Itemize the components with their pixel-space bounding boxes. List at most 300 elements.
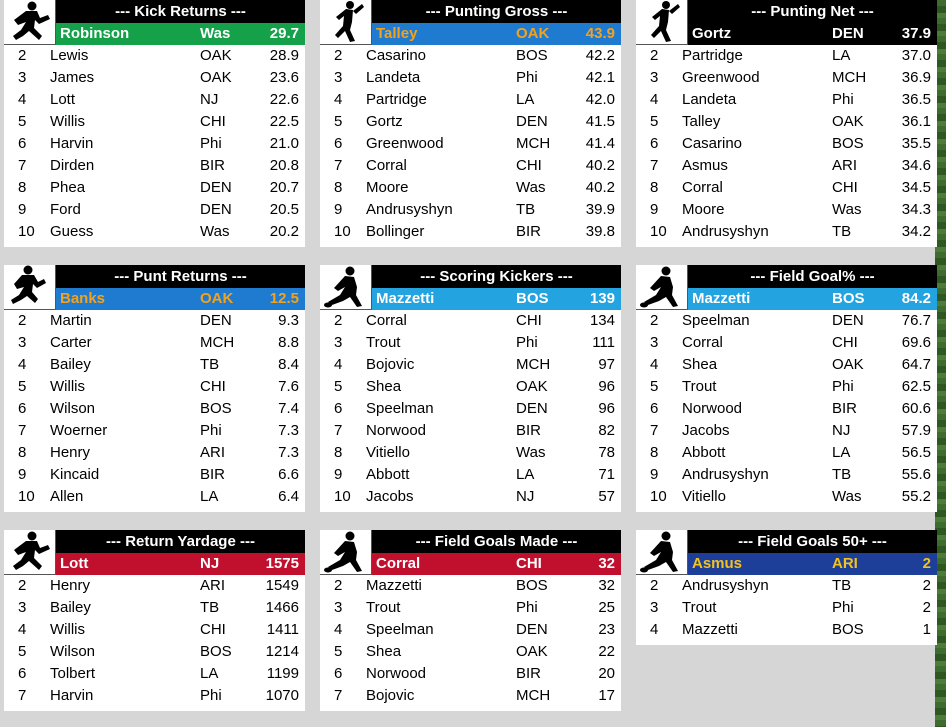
leader-list-row <box>4 464 305 486</box>
leader-row <box>56 553 305 575</box>
row-rank: 2 <box>18 577 27 594</box>
leader-list-row <box>636 67 937 89</box>
row-rank: 3 <box>334 69 343 86</box>
row-rank: 3 <box>334 334 343 351</box>
row-rank: 4 <box>18 621 27 638</box>
row-value: 8.8 <box>278 334 299 351</box>
row-rank: 7 <box>334 687 343 704</box>
kick-returner-silhouette-icon <box>4 530 56 575</box>
row-value: 32 <box>598 577 615 594</box>
row-rank: 3 <box>18 69 27 86</box>
leaderboard-panel <box>636 0 937 247</box>
row-player-name: Dirden <box>50 157 95 174</box>
row-value: 7.3 <box>278 422 299 439</box>
kicker-silhouette-icon <box>320 530 372 575</box>
leader-list-row <box>320 310 621 332</box>
row-team: NJ <box>516 488 535 505</box>
row-value: 64.7 <box>901 356 931 373</box>
row-value: 7.4 <box>278 400 299 417</box>
leader-team: DEN <box>832 25 864 42</box>
row-value: 7.6 <box>278 378 299 395</box>
row-rank: 4 <box>18 91 27 108</box>
row-team: ARI <box>200 577 226 594</box>
row-rank: 2 <box>334 312 343 329</box>
row-value: 34.2 <box>901 223 931 240</box>
row-player-name: Asmus <box>682 157 728 174</box>
row-rank: 4 <box>650 356 659 373</box>
row-rank: 7 <box>18 687 27 704</box>
row-player-name: Moore <box>682 201 725 218</box>
row-rank: 6 <box>18 400 27 417</box>
row-player-name: Vitiello <box>366 444 410 461</box>
row-team: BIR <box>516 665 542 682</box>
row-player-name: Speelman <box>366 621 434 638</box>
row-team: BIR <box>516 223 542 240</box>
row-value: 6.6 <box>278 466 299 483</box>
row-value: 2 <box>922 577 931 594</box>
row-player-name: Wilson <box>50 643 96 660</box>
leader-team: BOS <box>832 290 865 307</box>
row-rank: 6 <box>650 400 659 417</box>
row-value: 42.2 <box>585 47 615 64</box>
row-rank: 2 <box>334 47 343 64</box>
row-team: OAK <box>832 113 864 130</box>
row-team: BOS <box>516 47 548 64</box>
row-team: CHI <box>832 334 858 351</box>
panel-title: --- Field Goal% --- <box>688 265 937 288</box>
row-team: BOS <box>832 621 864 638</box>
row-player-name: Harvin <box>50 687 94 704</box>
leaderboard-panel <box>320 0 621 247</box>
leader-list-row <box>636 199 937 221</box>
row-rank: 10 <box>18 488 35 505</box>
leader-team: OAK <box>200 290 234 307</box>
panel-title: --- Field Goals 50+ --- <box>688 530 937 553</box>
leader-list-row <box>4 45 305 67</box>
row-player-name: Henry <box>50 444 91 461</box>
row-value: 60.6 <box>901 400 931 417</box>
row-team: ARI <box>832 157 858 174</box>
leader-list-row <box>4 376 305 398</box>
row-value: 6.4 <box>278 488 299 505</box>
row-value: 8.4 <box>278 356 299 373</box>
row-team: Was <box>832 201 862 218</box>
row-player-name: Moore <box>366 179 409 196</box>
row-value: 55.2 <box>901 488 931 505</box>
row-team: OAK <box>516 643 548 660</box>
row-team: MCH <box>516 687 551 704</box>
leader-list-row <box>636 221 937 243</box>
row-player-name: Corral <box>682 334 723 351</box>
row-value: 39.9 <box>585 201 615 218</box>
row-player-name: Trout <box>682 378 717 395</box>
leader-list-row <box>4 67 305 89</box>
row-player-name: Andrusyshyn <box>682 466 769 483</box>
row-value: 1199 <box>266 665 299 682</box>
leader-value: 37.9 <box>901 25 931 42</box>
row-value: 22.6 <box>269 91 299 108</box>
row-value: 1 <box>922 621 931 638</box>
leader-list-row <box>636 597 937 619</box>
leader-list-row <box>636 420 937 442</box>
punt-returner-silhouette-icon <box>4 265 56 310</box>
row-player-name: Norwood <box>366 665 427 682</box>
row-player-name: Harvin <box>50 135 94 152</box>
row-rank: 3 <box>650 599 659 616</box>
row-value: 97 <box>598 356 615 373</box>
row-rank: 10 <box>650 488 667 505</box>
row-team: BOS <box>832 135 864 152</box>
leader-list-row <box>4 442 305 464</box>
row-team: MCH <box>516 135 551 152</box>
leader-list-row <box>320 221 621 243</box>
row-value: 111 <box>592 334 615 351</box>
row-rank: 6 <box>334 135 343 152</box>
row-player-name: Gortz <box>366 113 403 130</box>
row-value: 2 <box>922 599 931 616</box>
row-player-name: Partridge <box>366 91 427 108</box>
leader-row <box>372 23 621 45</box>
row-player-name: Willis <box>50 113 85 130</box>
row-rank: 10 <box>334 223 351 240</box>
row-team: Phi <box>516 599 538 616</box>
leader-row <box>372 288 621 310</box>
row-player-name: Casarino <box>366 47 427 64</box>
panel-title: --- Kick Returns --- <box>56 0 305 23</box>
row-player-name: Casarino <box>682 135 743 152</box>
row-team: BIR <box>832 400 858 417</box>
row-value: 96 <box>598 400 615 417</box>
leader-value: 139 <box>589 290 615 307</box>
row-team: TB <box>200 356 220 373</box>
leader-list-row <box>320 641 621 663</box>
row-rank: 3 <box>334 599 343 616</box>
row-team: BOS <box>516 577 548 594</box>
leader-team: ARI <box>832 555 858 572</box>
row-player-name: Woerner <box>50 422 108 439</box>
row-player-name: Allen <box>50 488 84 505</box>
leader-list-row <box>320 442 621 464</box>
leader-list-row <box>320 199 621 221</box>
row-player-name: Bailey <box>50 599 91 616</box>
row-player-name: Bojovic <box>366 687 415 704</box>
row-value: 76.7 <box>901 312 931 329</box>
row-player-name: Corral <box>682 179 723 196</box>
row-value: 22 <box>598 643 615 660</box>
leader-list-row <box>320 376 621 398</box>
row-team: Phi <box>200 135 222 152</box>
leader-name: Banks <box>60 290 106 307</box>
row-value: 57.9 <box>901 422 931 439</box>
row-player-name: Landeta <box>682 91 737 108</box>
leader-list-row <box>636 619 937 641</box>
row-player-name: Guess <box>50 223 94 240</box>
panel-title: --- Scoring Kickers --- <box>372 265 621 288</box>
row-rank: 10 <box>18 223 35 240</box>
row-team: CHI <box>200 378 226 395</box>
leader-list-row <box>4 155 305 177</box>
leader-row <box>372 553 621 575</box>
row-player-name: Partridge <box>682 47 743 64</box>
row-value: 35.5 <box>901 135 931 152</box>
row-rank: 8 <box>334 179 343 196</box>
leader-list-row <box>320 464 621 486</box>
row-value: 1411 <box>266 621 299 638</box>
row-player-name: Bailey <box>50 356 91 373</box>
leader-list-row <box>4 89 305 111</box>
row-team: Phi <box>832 599 854 616</box>
leader-list-row <box>4 111 305 133</box>
row-team: CHI <box>200 621 226 638</box>
row-value: 34.3 <box>901 201 931 218</box>
row-team: DEN <box>516 400 548 417</box>
row-player-name: Shea <box>682 356 718 373</box>
leader-list-row <box>636 111 937 133</box>
leader-team: Was <box>200 25 231 42</box>
row-rank: 6 <box>334 665 343 682</box>
row-player-name: Landeta <box>366 69 421 86</box>
row-team: OAK <box>200 47 232 64</box>
leader-list-row <box>4 310 305 332</box>
row-team: LA <box>516 466 535 483</box>
leader-row <box>56 23 305 45</box>
row-rank: 8 <box>18 179 27 196</box>
row-value: 1549 <box>265 577 299 594</box>
leader-list-row <box>636 133 937 155</box>
row-value: 1070 <box>265 687 299 704</box>
row-player-name: Jacobs <box>366 488 414 505</box>
row-value: 22.5 <box>269 113 299 130</box>
row-team: DEN <box>832 312 864 329</box>
row-player-name: Greenwood <box>366 135 444 152</box>
row-player-name: Norwood <box>682 400 743 417</box>
leader-list-row <box>636 486 937 508</box>
row-rank: 5 <box>18 378 27 395</box>
row-value: 41.5 <box>585 113 615 130</box>
row-rank: 3 <box>18 599 27 616</box>
row-rank: 2 <box>650 577 659 594</box>
leader-list-row <box>636 376 937 398</box>
leader-list-row <box>320 67 621 89</box>
row-rank: 2 <box>650 312 659 329</box>
leader-list-row <box>320 332 621 354</box>
row-rank: 6 <box>334 400 343 417</box>
panel-title: --- Punting Net --- <box>688 0 937 23</box>
row-rank: 8 <box>650 444 659 461</box>
row-rank: 4 <box>334 91 343 108</box>
row-team: BOS <box>200 643 232 660</box>
leader-list-row <box>636 575 937 597</box>
row-player-name: Jacobs <box>682 422 730 439</box>
row-player-name: Andrusyshyn <box>682 223 769 240</box>
row-team: CHI <box>516 312 542 329</box>
leader-list-row <box>320 685 621 707</box>
leader-name: Mazzetti <box>692 290 751 307</box>
leader-list-row <box>636 464 937 486</box>
row-rank: 2 <box>650 47 659 64</box>
row-player-name: Corral <box>366 312 407 329</box>
row-team: Phi <box>832 91 854 108</box>
row-team: LA <box>200 665 219 682</box>
leader-list-row <box>636 45 937 67</box>
leader-list-row <box>320 133 621 155</box>
leaderboard-panel <box>4 530 305 711</box>
row-rank: 7 <box>334 157 343 174</box>
leader-list-row <box>636 155 937 177</box>
leader-list-row <box>320 155 621 177</box>
row-team: MCH <box>200 334 235 351</box>
row-rank: 7 <box>18 157 27 174</box>
row-team: NJ <box>832 422 851 439</box>
leaderboard-panel <box>320 530 621 711</box>
leader-list-row <box>320 575 621 597</box>
leader-list-row <box>636 442 937 464</box>
row-team: CHI <box>516 157 542 174</box>
row-team: LA <box>516 91 535 108</box>
row-value: 71 <box>598 466 615 483</box>
row-team: LA <box>832 444 851 461</box>
panel-title: --- Punt Returns --- <box>56 265 305 288</box>
leader-team: CHI <box>516 555 542 572</box>
row-player-name: Shea <box>366 378 402 395</box>
row-rank: 9 <box>650 201 659 218</box>
row-value: 42.1 <box>585 69 615 86</box>
row-value: 20.7 <box>269 179 299 196</box>
row-team: DEN <box>200 179 232 196</box>
leader-list-row <box>320 486 621 508</box>
row-rank: 5 <box>334 643 343 660</box>
leader-list-row <box>4 398 305 420</box>
row-team: Phi <box>200 422 222 439</box>
row-rank: 5 <box>334 113 343 130</box>
row-team: MCH <box>832 69 867 86</box>
row-value: 41.4 <box>585 135 615 152</box>
row-rank: 4 <box>334 621 343 638</box>
row-rank: 2 <box>18 47 27 64</box>
row-value: 20.5 <box>269 201 299 218</box>
row-team: TB <box>832 577 852 594</box>
leader-team: OAK <box>516 25 550 42</box>
row-value: 39.8 <box>585 223 615 240</box>
leader-list-row <box>4 354 305 376</box>
row-rank: 5 <box>18 643 27 660</box>
row-rank: 5 <box>650 113 659 130</box>
leader-list-row <box>4 641 305 663</box>
row-team: NJ <box>200 91 219 108</box>
row-rank: 4 <box>650 91 659 108</box>
row-player-name: Trout <box>366 334 401 351</box>
row-player-name: Andrusyshyn <box>682 577 769 594</box>
leader-name: Mazzetti <box>376 290 435 307</box>
leader-row <box>688 553 937 575</box>
row-value: 57 <box>598 488 615 505</box>
row-team: Was <box>832 488 862 505</box>
row-value: 7.3 <box>278 444 299 461</box>
row-player-name: James <box>50 69 95 86</box>
row-player-name: Trout <box>682 599 717 616</box>
row-team: TB <box>516 201 536 218</box>
row-value: 9.3 <box>278 312 299 329</box>
row-team: MCH <box>516 356 551 373</box>
leader-row <box>688 288 937 310</box>
row-player-name: Willis <box>50 378 85 395</box>
row-rank: 6 <box>18 135 27 152</box>
row-value: 40.2 <box>585 157 615 174</box>
row-value: 20 <box>598 665 615 682</box>
row-value: 40.2 <box>585 179 615 196</box>
row-value: 82 <box>598 422 615 439</box>
panel-title: --- Field Goals Made --- <box>372 530 621 553</box>
row-value: 34.5 <box>901 179 931 196</box>
leader-team: NJ <box>200 555 220 572</box>
leader-list-row <box>320 45 621 67</box>
row-team: CHI <box>200 113 226 130</box>
leader-list-row <box>636 177 937 199</box>
row-rank: 3 <box>650 69 659 86</box>
row-team: Was <box>200 223 230 240</box>
leader-value: 12.5 <box>269 290 299 307</box>
leaderboard-panel <box>4 265 305 512</box>
row-value: 1214 <box>265 643 299 660</box>
row-team: DEN <box>516 621 548 638</box>
row-team: DEN <box>516 113 548 130</box>
row-team: BIR <box>200 466 226 483</box>
row-player-name: Kincaid <box>50 466 100 483</box>
row-rank: 2 <box>334 577 343 594</box>
row-rank: 8 <box>334 444 343 461</box>
leader-name: Gortz <box>692 25 732 42</box>
leader-team: BOS <box>516 290 549 307</box>
row-player-name: Trout <box>366 599 401 616</box>
row-value: 69.6 <box>901 334 931 351</box>
row-team: DEN <box>200 312 232 329</box>
row-rank: 9 <box>18 466 27 483</box>
row-value: 23.6 <box>269 69 299 86</box>
leader-list-row <box>4 575 305 597</box>
leader-list-row <box>320 354 621 376</box>
row-value: 1466 <box>265 599 299 616</box>
leader-list-row <box>636 398 937 420</box>
row-rank: 7 <box>18 422 27 439</box>
row-value: 34.6 <box>901 157 931 174</box>
row-rank: 10 <box>334 488 351 505</box>
leader-list-row <box>4 420 305 442</box>
row-rank: 9 <box>334 466 343 483</box>
row-value: 20.8 <box>269 157 299 174</box>
row-player-name: Vitiello <box>682 488 726 505</box>
row-rank: 4 <box>650 621 659 638</box>
row-rank: 9 <box>334 201 343 218</box>
row-team: LA <box>832 47 851 64</box>
leader-list-row <box>320 177 621 199</box>
leader-list-row <box>636 310 937 332</box>
row-player-name: Abbott <box>366 466 410 483</box>
row-player-name: Speelman <box>682 312 750 329</box>
row-rank: 5 <box>334 378 343 395</box>
leader-value: 29.7 <box>269 25 299 42</box>
leader-list-row <box>636 332 937 354</box>
row-player-name: Shea <box>366 643 402 660</box>
row-rank: 7 <box>334 422 343 439</box>
row-team: Was <box>516 444 546 461</box>
row-team: OAK <box>200 69 232 86</box>
leader-list-row <box>320 111 621 133</box>
row-value: 25 <box>598 599 615 616</box>
row-team: BOS <box>200 400 232 417</box>
kick-returner-silhouette-icon <box>4 0 56 45</box>
leader-list-row <box>636 89 937 111</box>
row-team: OAK <box>832 356 864 373</box>
